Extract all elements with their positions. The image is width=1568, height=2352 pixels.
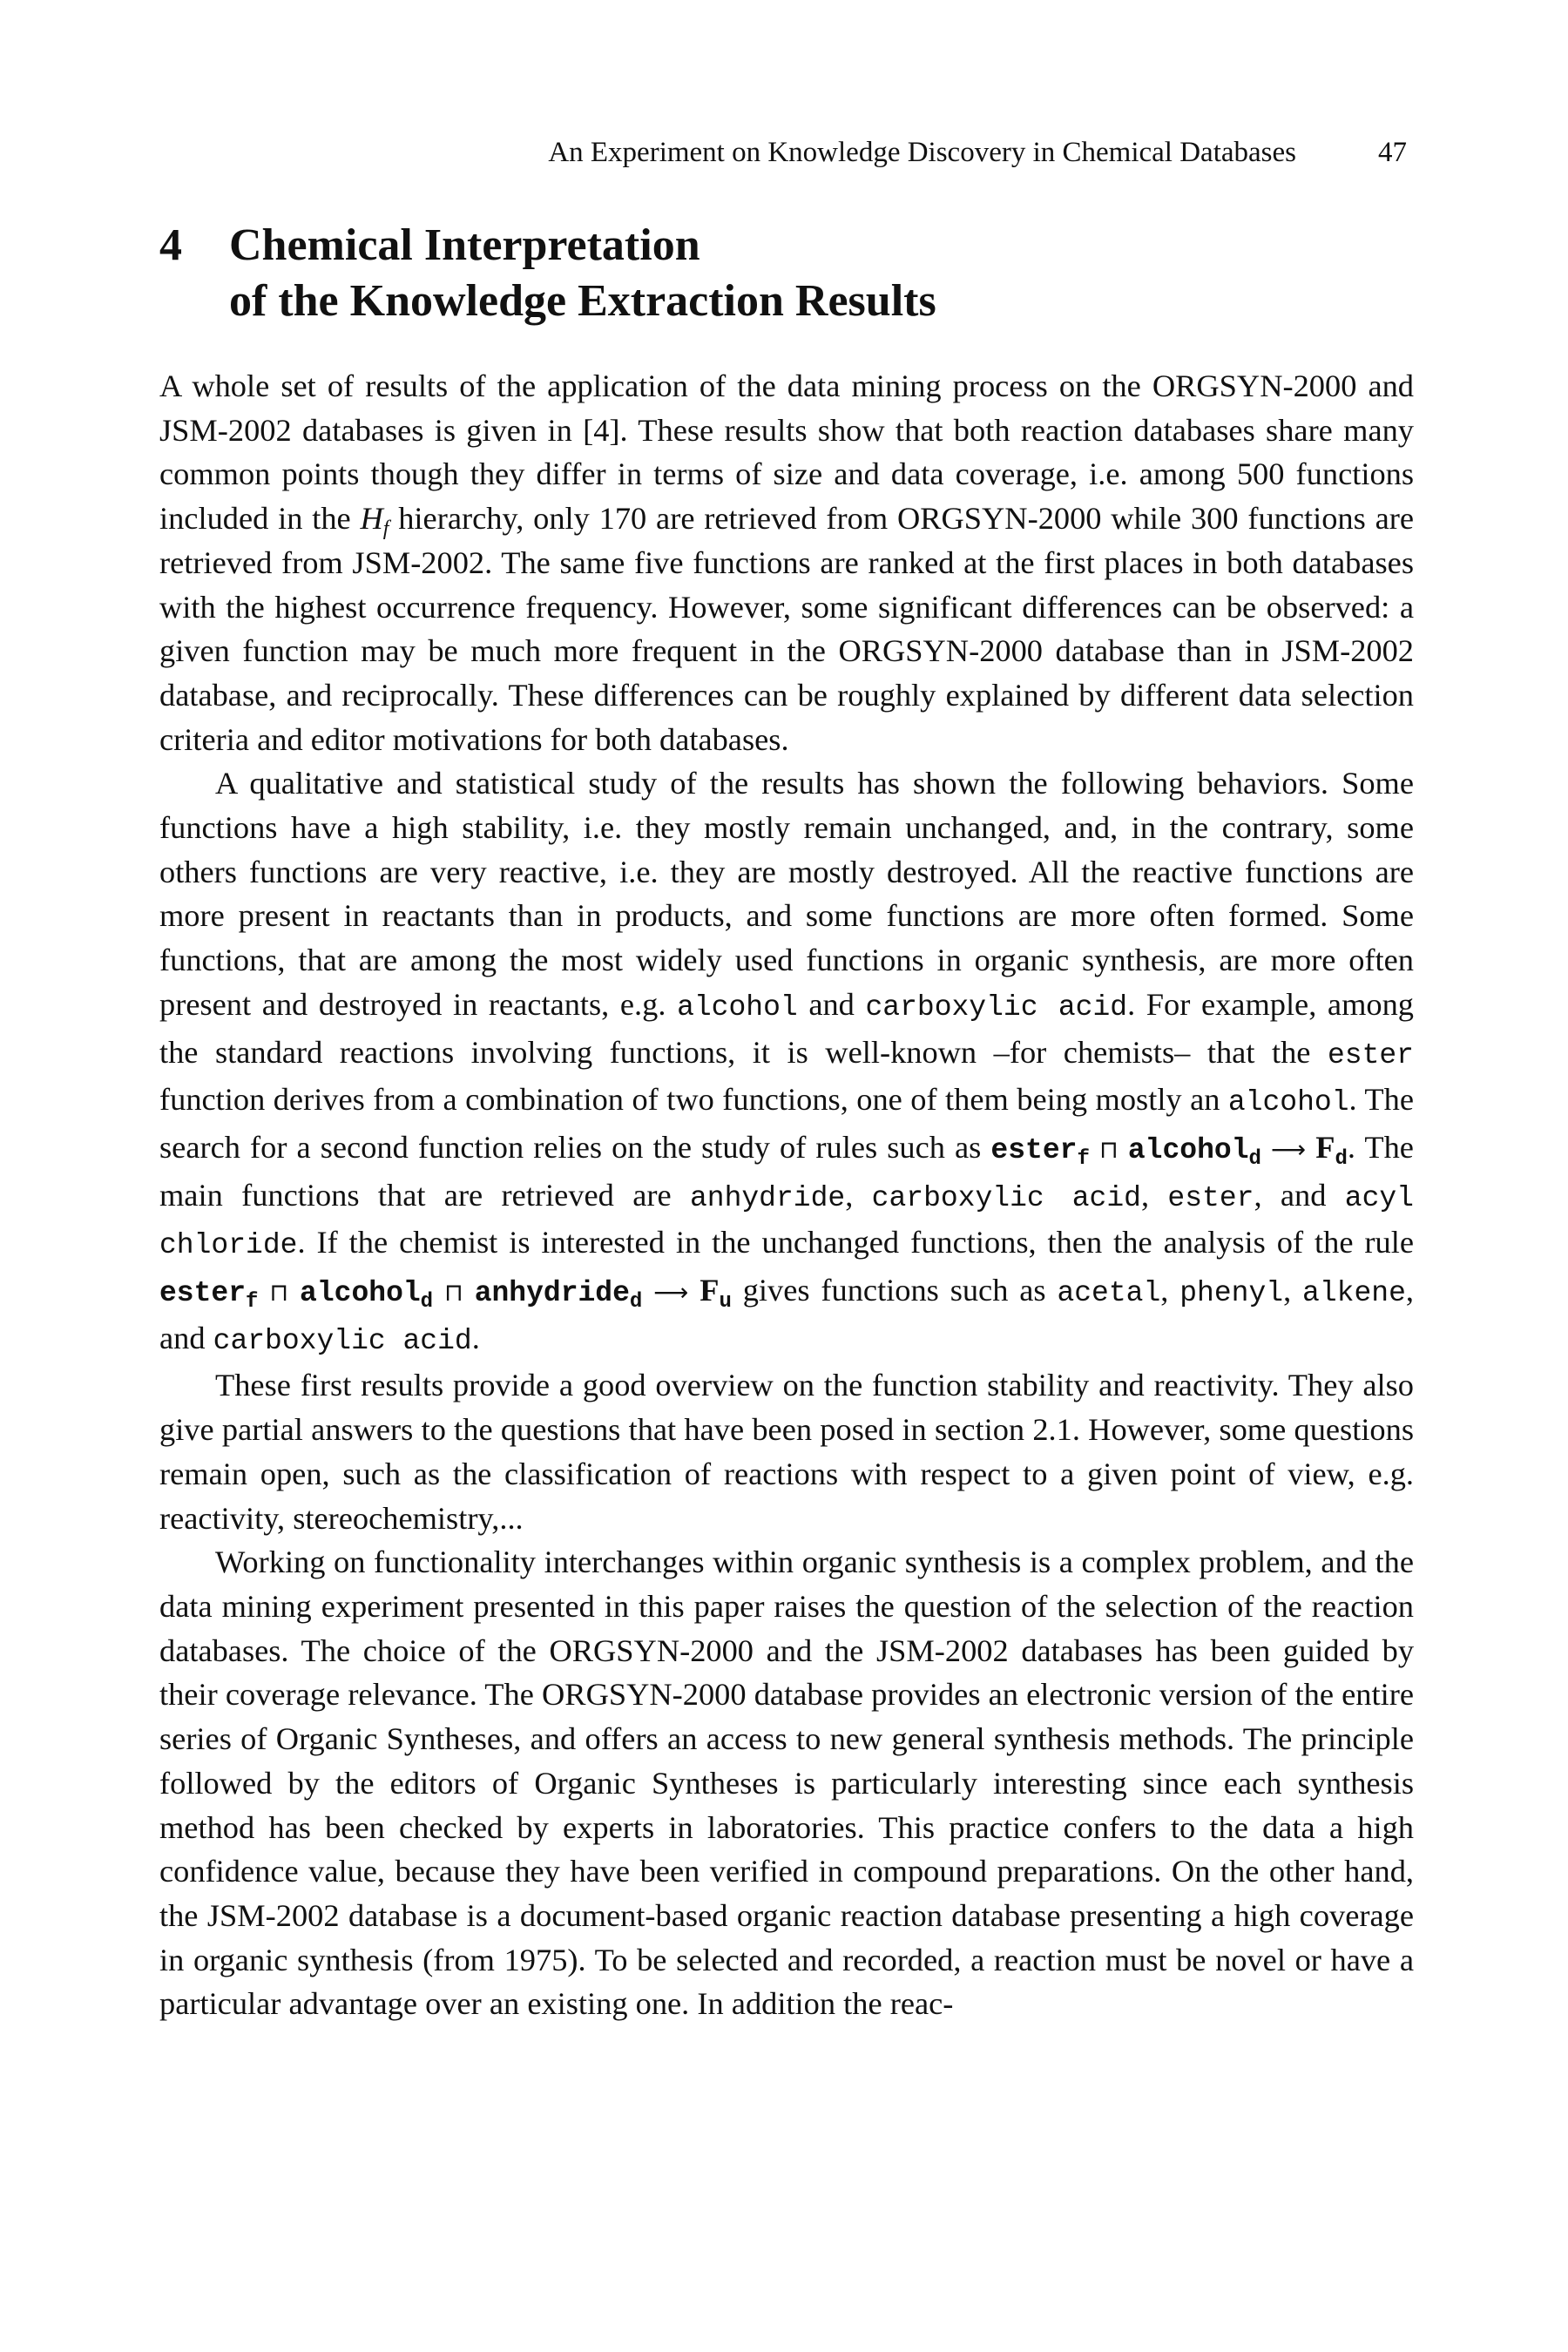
- term-anhydride: anhydride: [689, 1181, 846, 1214]
- section-heading: [159, 218, 1414, 329]
- term-phenyl: phenyl: [1179, 1277, 1284, 1310]
- section-number: 4: [159, 220, 182, 270]
- running-head: [159, 126, 1414, 179]
- jsm-name: JSM: [206, 1897, 266, 1933]
- orgsyn-name: ORGSYN: [542, 1677, 672, 1713]
- page-number: 47: [1378, 137, 1407, 168]
- rule-1: ester$_f$ ⊓ alcohol$_d$ ⟶ $F_d$: [990, 1129, 1348, 1171]
- jsm-name: JSM: [875, 1632, 935, 1668]
- running-title: An Experiment on Knowledge Discovery in Chemical Databases: [548, 137, 1296, 168]
- paragraph-3: These first results provide a good overview on the function stability and reactivity. They also give partial answers to the questions that have been posed in section 2.1. However, some questions remain open, such as the classification of reactions with respect to a given point of view, e.g. reactivity, stereochemistry,...: [159, 1368, 1414, 1536]
- body-text: [159, 364, 1414, 2026]
- term-carboxylic-acid: carboxylic acid: [865, 990, 1128, 1024]
- term-alcohol: alcohol: [1227, 1086, 1349, 1119]
- term-acetal: acetal: [1057, 1277, 1161, 1310]
- term-alcohol: alcohol: [677, 990, 798, 1024]
- rule-2: ester$_f$ ⊓ alcohol$_d$ ⊓ anhydride$_d$ ⟶ $F_u$: [159, 1273, 732, 1315]
- term-ester: ester: [1327, 1038, 1414, 1071]
- hf-symbol: $H_f$: [360, 501, 389, 541]
- jsm-name: JSM: [1281, 633, 1341, 669]
- term-ester: ester: [1167, 1181, 1254, 1214]
- page: [159, 126, 1414, 2026]
- section-title-line-1: Chemical Interpretation: [229, 220, 700, 270]
- term-carboxylic-acid: carboxylic acid: [213, 1324, 472, 1357]
- paragraph-4: Working on functionality interchanges within organic synthesis is a complex problem, and the data mining experiment presented in this paper raises the question of the selection of the reaction databases. The choice of the ORGSYN-2000 and the JSM-2002 databases has been guided by their coverage relevance. The ORGSYN-2000 database provides an electronic version of the entire series of Organic Syntheses, and offers an access to new general synthesis methods. The principle followed by the editors of Organic Syntheses is particularly interesting since each synthesis method has been checked by experts in laboratories. This practice confers to the data a high confidence value, because they have been verified in compound preparations. On the other hand, the JSM-2002 database is a document-based organic reaction database presenting a high coverage in organic synthesis (from 1975). To be selected and recorded, a reaction must be novel or have a particular advantage over an existing one. In addition the reac-: [159, 1544, 1415, 2022]
- term-carboxylic-acid: carboxylic acid: [871, 1181, 1141, 1214]
- term-acyl-chloride: acyl chloride: [159, 1181, 1414, 1262]
- orgsyn-name: ORGSYN: [1152, 368, 1283, 403]
- paragraph-1: A whole set of results of the application of the data mining process on the ORGSYN-2000 and JSM-2002 databases is given in [4]. These results show that both reaction databases share many common points though they differ in terms of size and data coverage, i.e. among 500 functions included in the $H_f$ hierarchy, only 170 are retrieved from ORGSYN-2000 while 300 functions are retrieved from JSM-2002. The same five functions are ranked at the first places in both databases with the highest occurrence frequency. However, some significant differences can be observed: a given function may be much more frequent in the ORGSYN-2000 database than in JSM-2002 database, and reciprocally. These differences can be roughly explained by different data selection criteria and editor motivations for both databases.: [159, 368, 1414, 757]
- jsm-name: JSM: [352, 544, 411, 580]
- orgsyn-name: ORGSYN: [838, 633, 970, 669]
- orgsyn-name: ORGSYN-: [549, 1632, 691, 1668]
- section-title: [229, 218, 1414, 329]
- section-title-line-2: of the Knowledge Extraction Results: [229, 276, 936, 326]
- paragraph-2: A qualitative and statistical study of the results has shown the following behaviors. Some functions have a high stability, i.e. they mostly remain unchanged, and, in the contrary, some others functions are very reactive, i.e. they are mostly destroyed. All the reactive functions are more present in reactants than in products, and some functions are more often formed. Some functions, that are among the most widely used functions in organic synthesis, are more often present and destroyed in reactants, e.g. alcohol and carboxylic acid. For example, among the standard reactions involving functions, it is well-known –for chemists– that the ester function derives from a combination of two functions, one of them being mostly an alcohol. The search for a second function relies on the study of rules such as ester$_f$ ⊓ alcohol$_d$ ⟶ $F_d$. The main functions that are retrieved are anhydride, carboxylic acid, ester, and acyl chloride. If the chemist is interested in the unchanged functions, then the analysis of the rule ester$_f$ ⊓ alcohol$_d$ ⊓ anhydride$_d$ ⟶ $F_u$ gives functions such as acetal, phenyl, alkene, and carboxylic acid.: [159, 766, 1414, 1357]
- term-alkene: alkene: [1302, 1277, 1406, 1310]
- jsm-name: JSM: [159, 412, 218, 448]
- orgsyn-name: ORGSYN: [896, 501, 1028, 537]
